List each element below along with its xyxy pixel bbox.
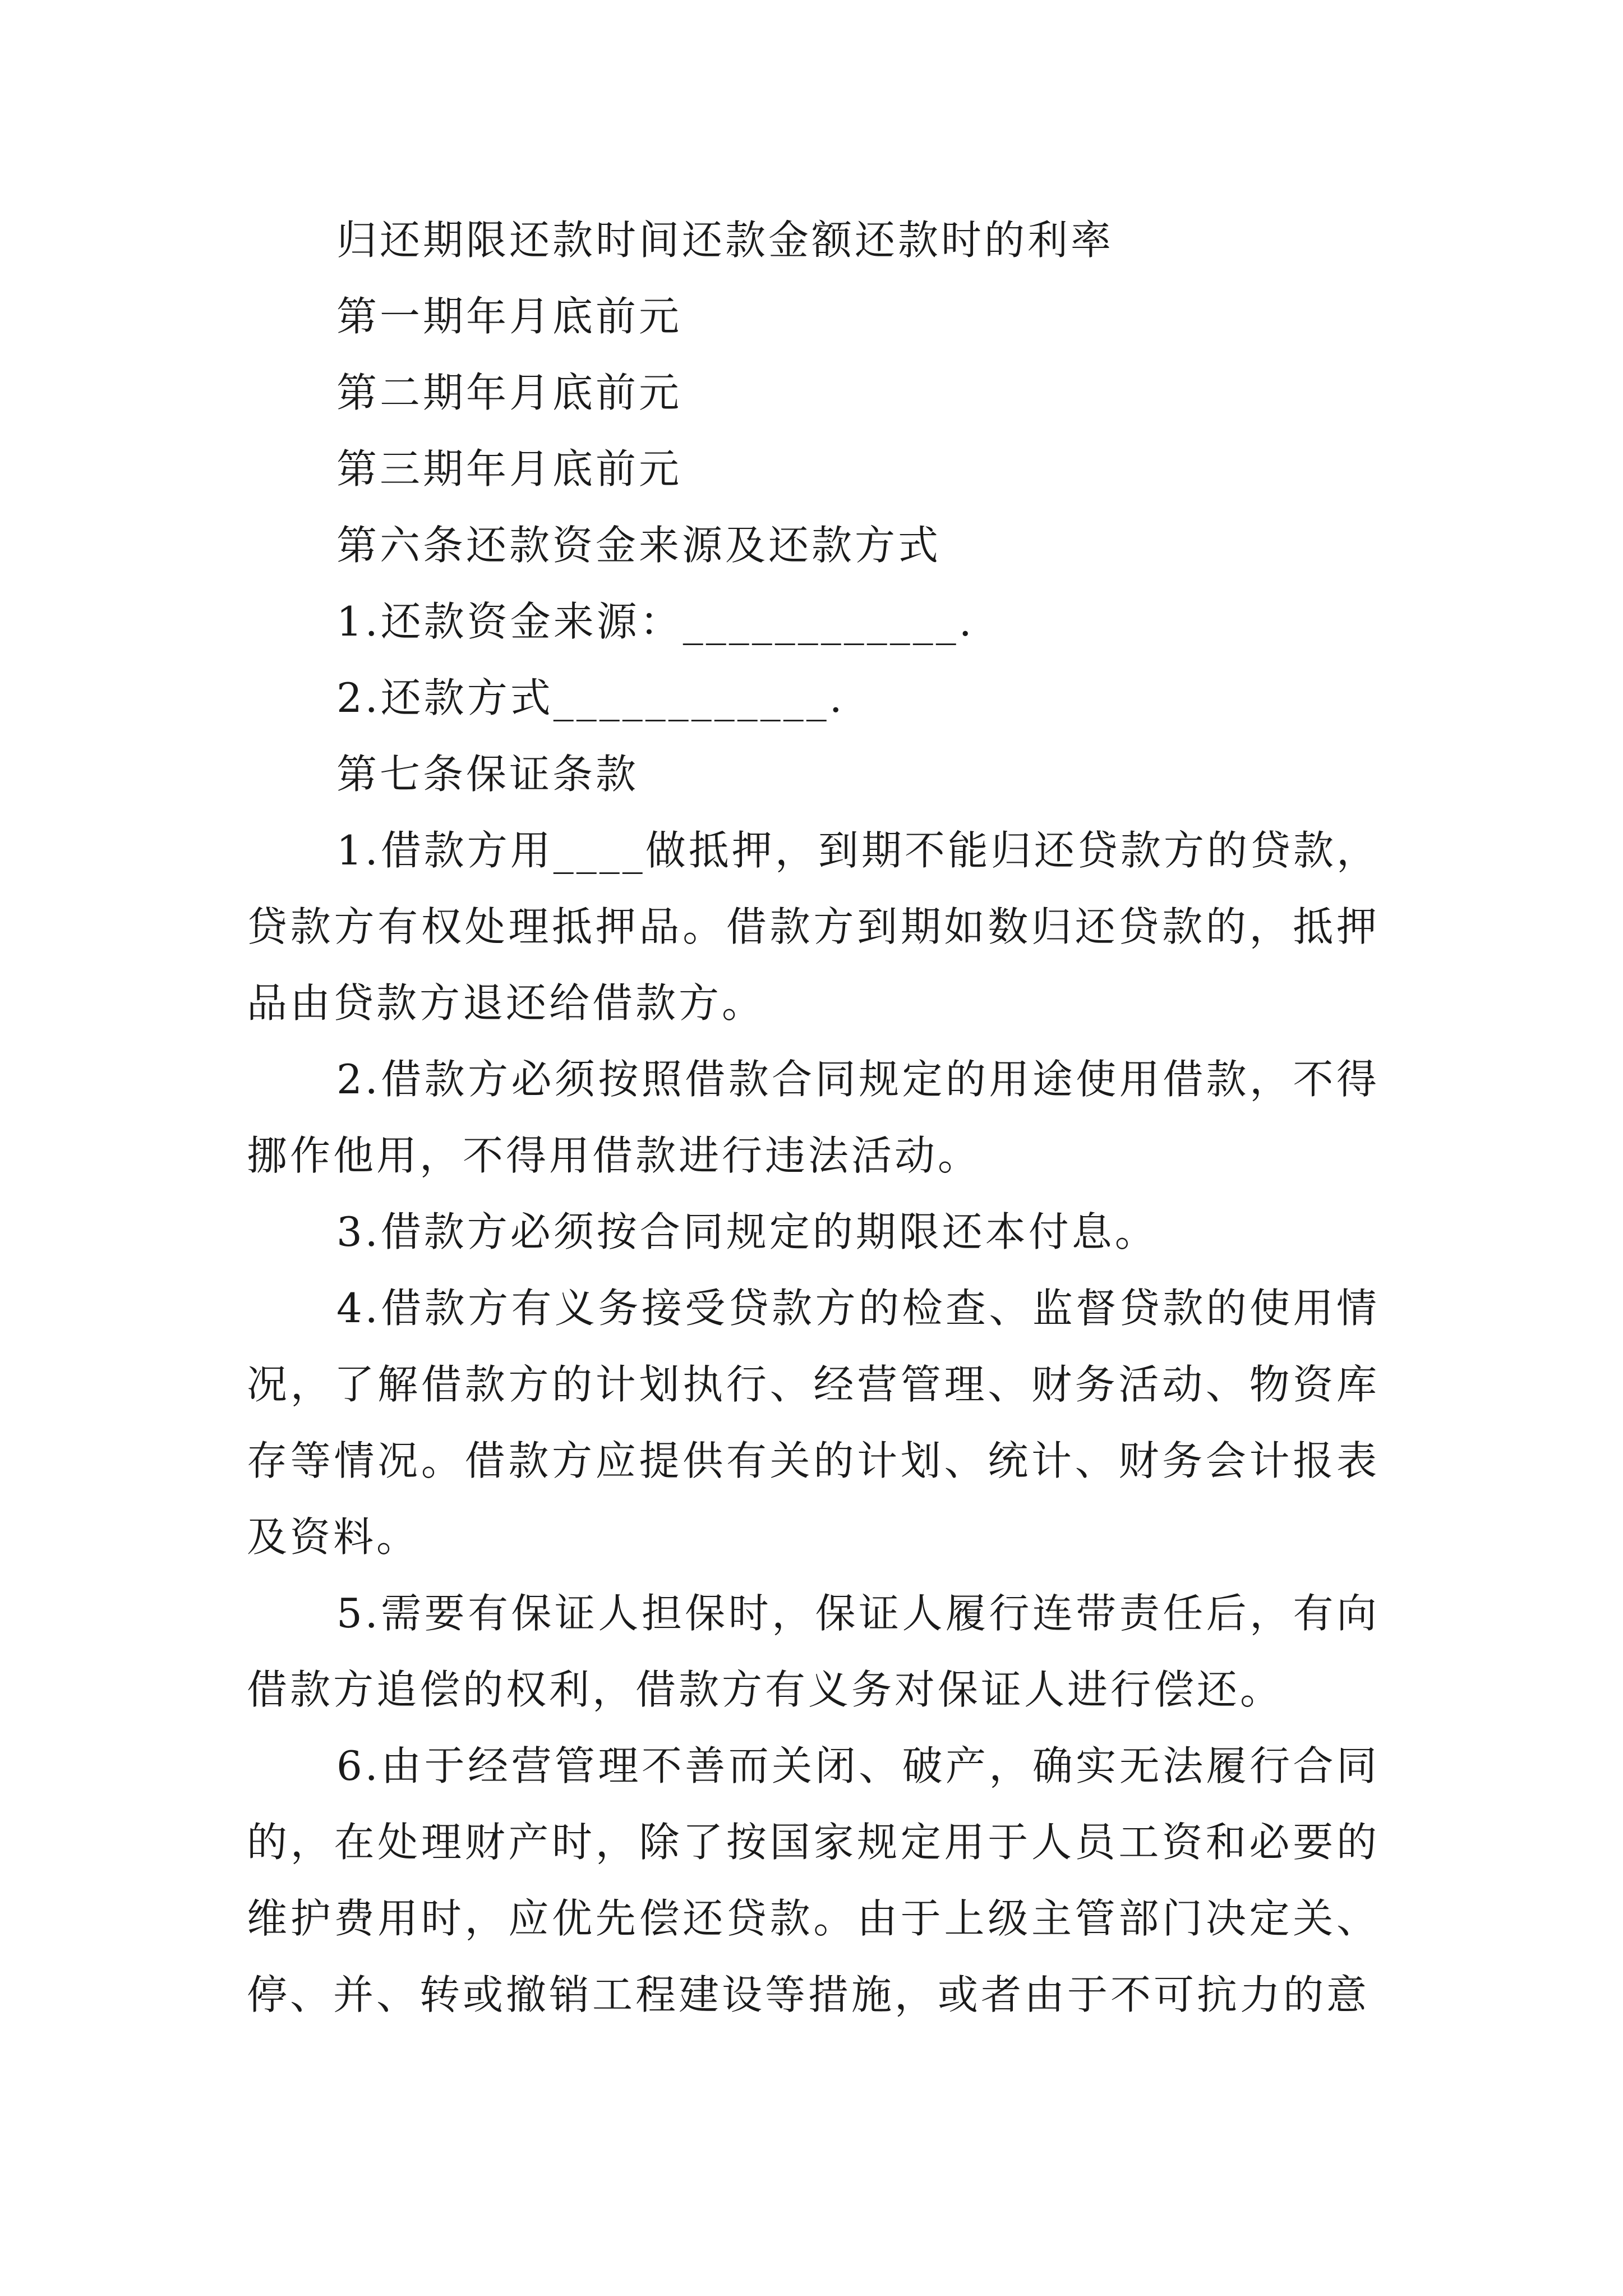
repayment-period-1: 第一期年月底前元	[336, 293, 683, 340]
article-6-heading: 第六条还款资金来源及还款方式	[336, 522, 942, 569]
repayment-period-3: 第三期年月底前元	[336, 445, 683, 493]
document-body	[247, 202, 1380, 2033]
clause-5-paragraph: 5.需要有保证人担保时，保证人履行连带责任后，有向借款方追偿的权利，借款方有义务对保证人进行偿还。	[247, 1590, 1380, 1713]
repayment-period-2: 第二期年月底前元	[336, 369, 683, 416]
repayment-method-line: 2.还款方式____________.	[336, 674, 845, 721]
clause-6-paragraph: 6.由于经营管理不善而关闭、破产，确实无法履行合同的，在处理财产时，除了按国家规定用于人员工资和必要的维护费用时，应优先偿还贷款。由于上级主管部门决定关、停、并、转或撤销工程建设等措施，或者由于不可抗力的意	[247, 1742, 1380, 2018]
clause-4-paragraph: 4.借款方有义务接受贷款方的检查、监督贷款的使用情况，了解借款方的计划执行、经营管理、财务活动、物资库存等情况。借款方应提供有关的计划、统计、财务会计报表及资料。	[247, 1285, 1380, 1561]
article-7-heading: 第七条保证条款	[336, 751, 639, 798]
clause-2-paragraph: 2.借款方必须按照借款合同规定的用途使用借款，不得挪作他用，不得用借款进行违法活动。	[247, 1056, 1380, 1179]
clause-3-paragraph: 3.借款方必须按合同规定的期限还本付息。	[336, 1208, 1158, 1255]
repayment-table-header: 归还期限还款时间还款金额还款时的利率	[336, 217, 1114, 264]
repayment-source-line: 1.还款资金来源：____________.	[336, 598, 975, 645]
clause-1-paragraph: 1.借款方用____做抵押，到期不能归还贷款方的贷款，贷款方有权处理抵押品。借款方到期如数归还贷款的，抵押品由贷款方退还给借款方。	[247, 827, 1380, 1027]
